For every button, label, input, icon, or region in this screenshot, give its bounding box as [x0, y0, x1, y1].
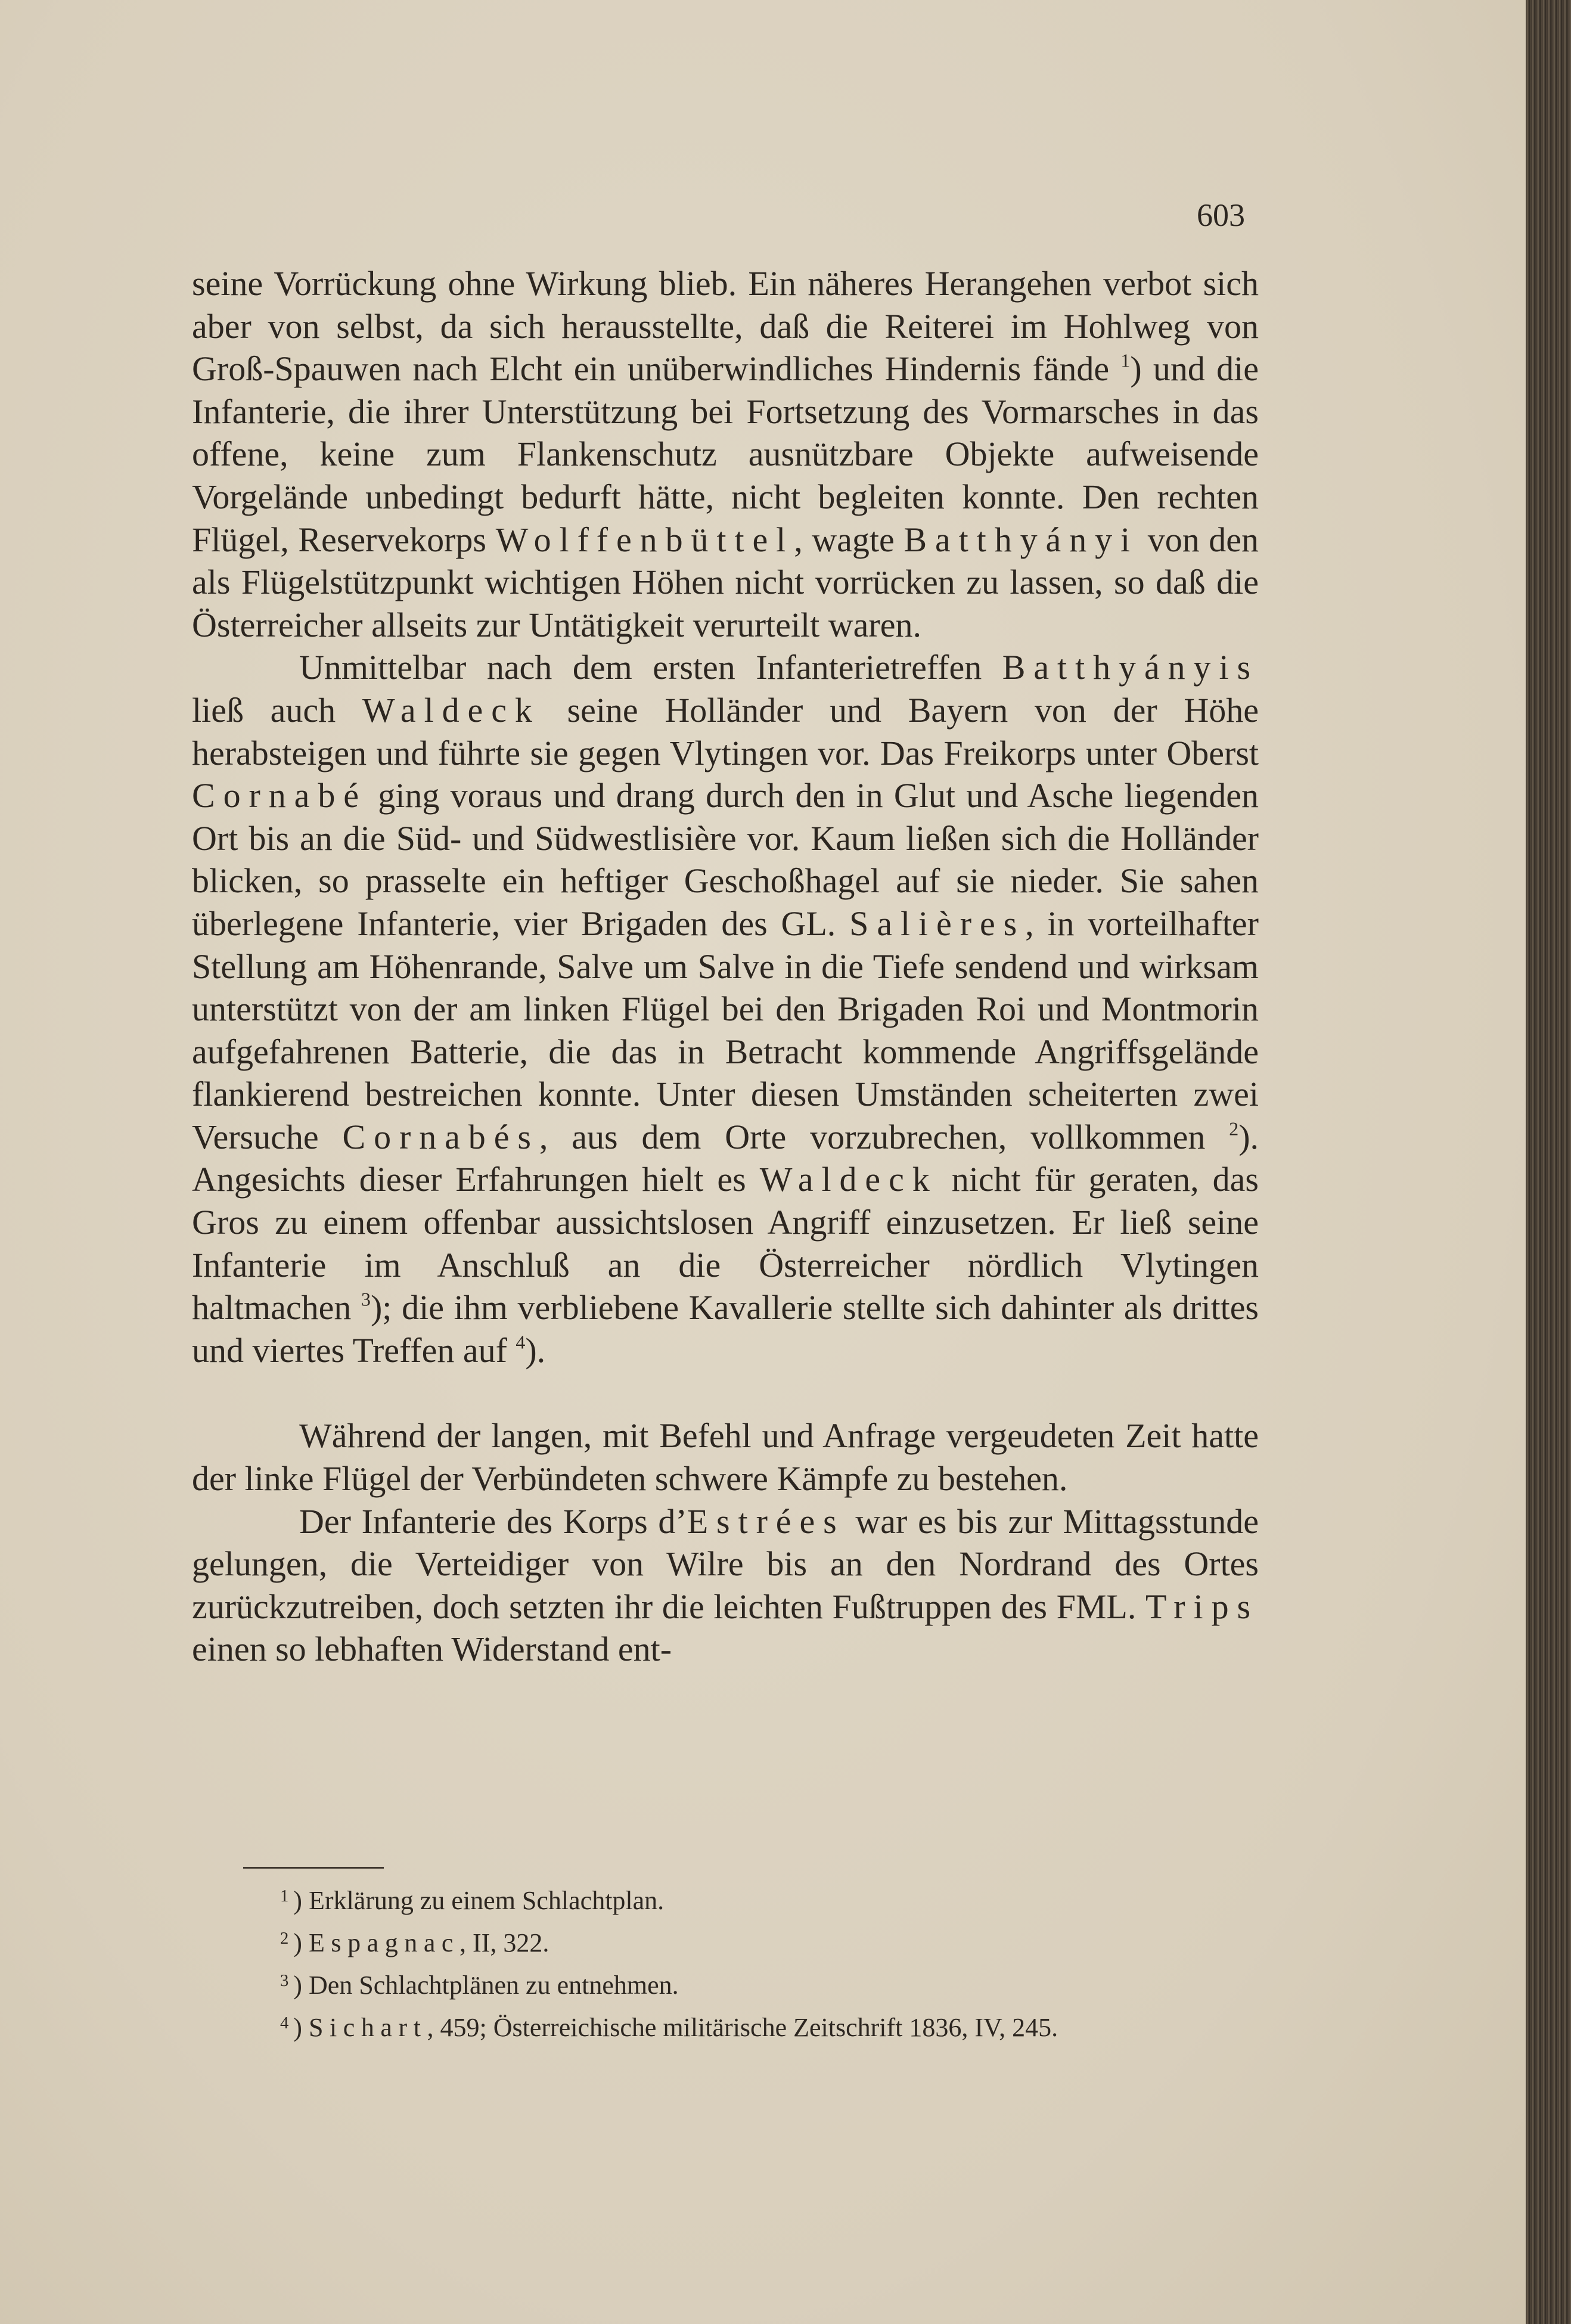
footnote-ref-1: 1 [1120, 350, 1131, 371]
spaced-name: Wolffenbüttel [495, 520, 794, 559]
paragraph-4: Der Infanterie des Korps d’Estrées war es bis zur Mittagsstunde gelungen, die Verteidiger von Wilre bis an den Nordrand des Ortes zurückzutreiben, doch setzten ihr die leichten Fußtruppen des FML. Trips einen so lebhaften Widerstand ent- [192, 1501, 1259, 1669]
footnote-2: $^2$ ) Espagnac, II, 322. [280, 1928, 549, 1957]
spaced-name: Waldeck [759, 1160, 938, 1199]
spaced-name: Cornabés [342, 1117, 539, 1156]
footnotes [280, 1878, 1293, 2046]
spaced-name: Waldeck [362, 690, 541, 730]
spaced-name: Batthyányis [1002, 648, 1259, 687]
footnote-ref-3: 3 [361, 1289, 371, 1310]
footnote-3: $^3$ ) Den Schlachtplänen zu entnehmen. [280, 1970, 679, 2000]
spaced-name: Espagnac [308, 1928, 460, 1957]
page-number: 603 [1197, 197, 1245, 233]
footnote-4: $^4$ ) Sichart, 459; Österreichische militärische Zeitschrift 1836, IV, 245. [280, 2012, 1058, 2042]
footnote-1: $^1$ ) Erklärung zu einem Schlachtplan. [280, 1885, 665, 1915]
footnote-ref-2: 2 [1229, 1118, 1239, 1140]
paragraph-2: Unmittelbar nach dem ersten Infanterietreffen Batthyányis ließ auch Waldeck seine Holländer und Bayern von der Höhe herabsteigen und führte sie gegen Vlytingen vor. Das Freikorps unter Oberst Cornabé ging voraus und drang durch den in Glut und Asche liegenden Ort bis an die Süd- und Südwestlisière vor. Kaum ließen sich die Holländer blicken, so prasselte ein heftiger Geschoßhagel auf sie nieder. Sie sahen überlegene Infanterie, vier Brigaden des GL. Salières, in vorteilhafter Stellung am Höhenrande, Salve um Salve in die Tiefe sendend und wirksam unterstützt von der am linken Flügel bei den Brigaden Roi und Montmorin aufgefahrenen Batterie, die das in Betracht kommende Angriffsgelände flankierend bestreichen konnte. Unter diesen Umständen scheiterten zwei Versuche Cornabés, aus dem Orte vorzubrechen, vollkommen $^2$). Angesichts dieser Erfahrungen hielt es Waldeck nicht für geraten, das Gros zu einem offenbar aussichtslosen Angriff einzusetzen. Er ließ seine Infanterie im Anschluß an die Österreicher nördlich Vlytingen haltmachen $^3$); die ihm verbliebene Kavallerie stellte sich dahinter als drittes und viertes Treffen auf $^4$). [192, 648, 1259, 1370]
spaced-name: Sichart [308, 2012, 427, 2042]
spaced-name: Estrées [687, 1501, 845, 1541]
spaced-name: Batthyányi [904, 520, 1139, 559]
footnote-divider [243, 1867, 384, 1869]
paragraph-3: Während der langen, mit Befehl und Anfrage vergeudeten Zeit hatte der linke Flügel der Verbündeten schwere Kämpfe zu bestehen. [192, 1416, 1259, 1498]
book-page-edge [1526, 0, 1571, 2324]
spaced-name: Trips [1145, 1587, 1259, 1626]
paragraph-1: seine Vorrückung ohne Wirkung blieb. Ein näheres Herangehen verbot sich aber von selbst, da sich herausstellte, daß die Reiterei im Hohlweg von Groß-Spauwen nach Elcht ein unüberwindliches Hindernis fände $^1$) und die Infanterie, die ihrer Unterstützung bei Fortsetzung des Vormarsches in das offene, keine zum Flankenschutz ausnützbare Objekte aufweisende Vorgelände unbedingt bedurft hätte, nicht begleiten konnte. Den rechten Flügel, Reservekorps Wolffenbüttel, wagte Batthyányi von den als Flügelstützpunkt wichtigen Höhen nicht vorrücken zu lassen, so daß die Österreicher allseits zur Untätigkeit verurteilt waren. [192, 264, 1259, 644]
spaced-name: Salières [849, 904, 1026, 943]
spaced-name: Cornabé [192, 776, 367, 815]
footnote-ref-4: 4 [516, 1332, 526, 1353]
body-text [192, 262, 1259, 1671]
